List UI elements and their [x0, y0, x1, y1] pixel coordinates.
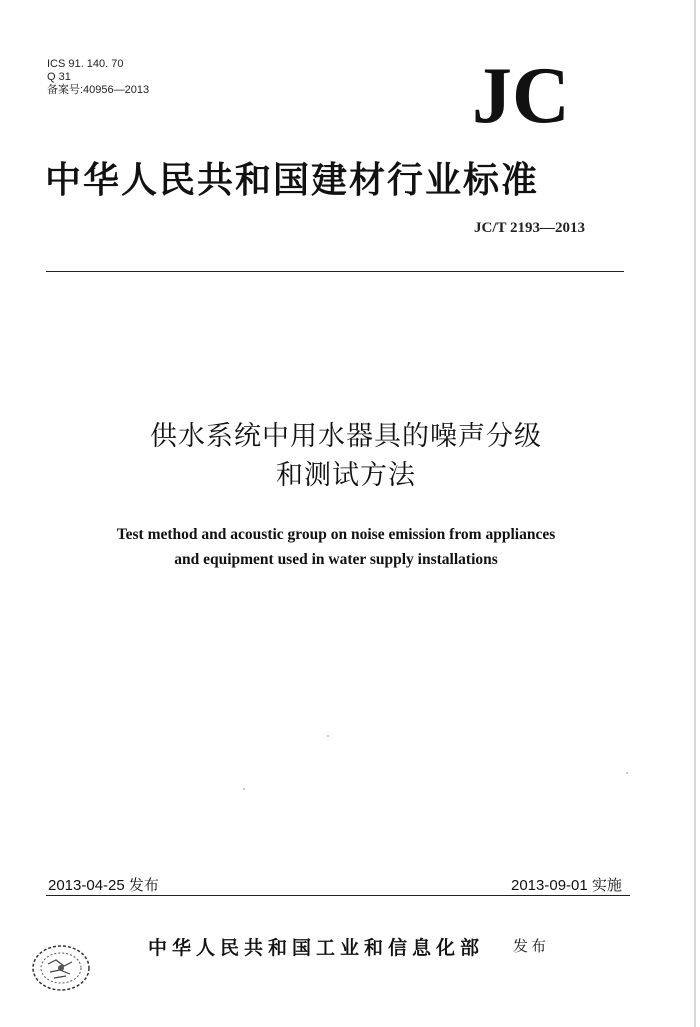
- issuer-publish-label: 发布: [513, 937, 550, 955]
- implementation-date: 2013-09-01 实施: [511, 877, 622, 894]
- title-cn-line1: 供水系统中用水器具的噪声分级: [150, 421, 542, 452]
- scan-speck: [327, 735, 329, 737]
- top-divider: [46, 271, 624, 272]
- jc-logo: [470, 52, 590, 136]
- title-en-line2: and equipment used in water supply installations: [174, 551, 498, 568]
- jc-logo-text: JC: [472, 52, 570, 136]
- title-cn-line2: 和测试方法: [276, 460, 416, 491]
- ccs-code: Q 31: [47, 71, 71, 83]
- title-en-line1: Test method and acoustic group on noise emission from appliances: [116, 526, 556, 543]
- ics-code: ICS 91. 140. 70: [47, 58, 124, 70]
- page-edge-shadow: [694, 0, 696, 1027]
- issue-date: 2013-04-25 发布: [48, 877, 159, 894]
- scan-speck: [243, 788, 245, 790]
- standard-category-title: 中华人民共和国建材行业标准: [45, 159, 540, 201]
- bottom-divider: [46, 895, 630, 896]
- scan-speck: [626, 772, 628, 774]
- standard-number: JC/T 2193—2013: [474, 220, 585, 236]
- official-seal-icon: [30, 942, 92, 994]
- filing-number: 备案号:40956—2013: [47, 84, 150, 96]
- issuing-authority: 中华人民共和国工业和信息化部: [148, 937, 485, 959]
